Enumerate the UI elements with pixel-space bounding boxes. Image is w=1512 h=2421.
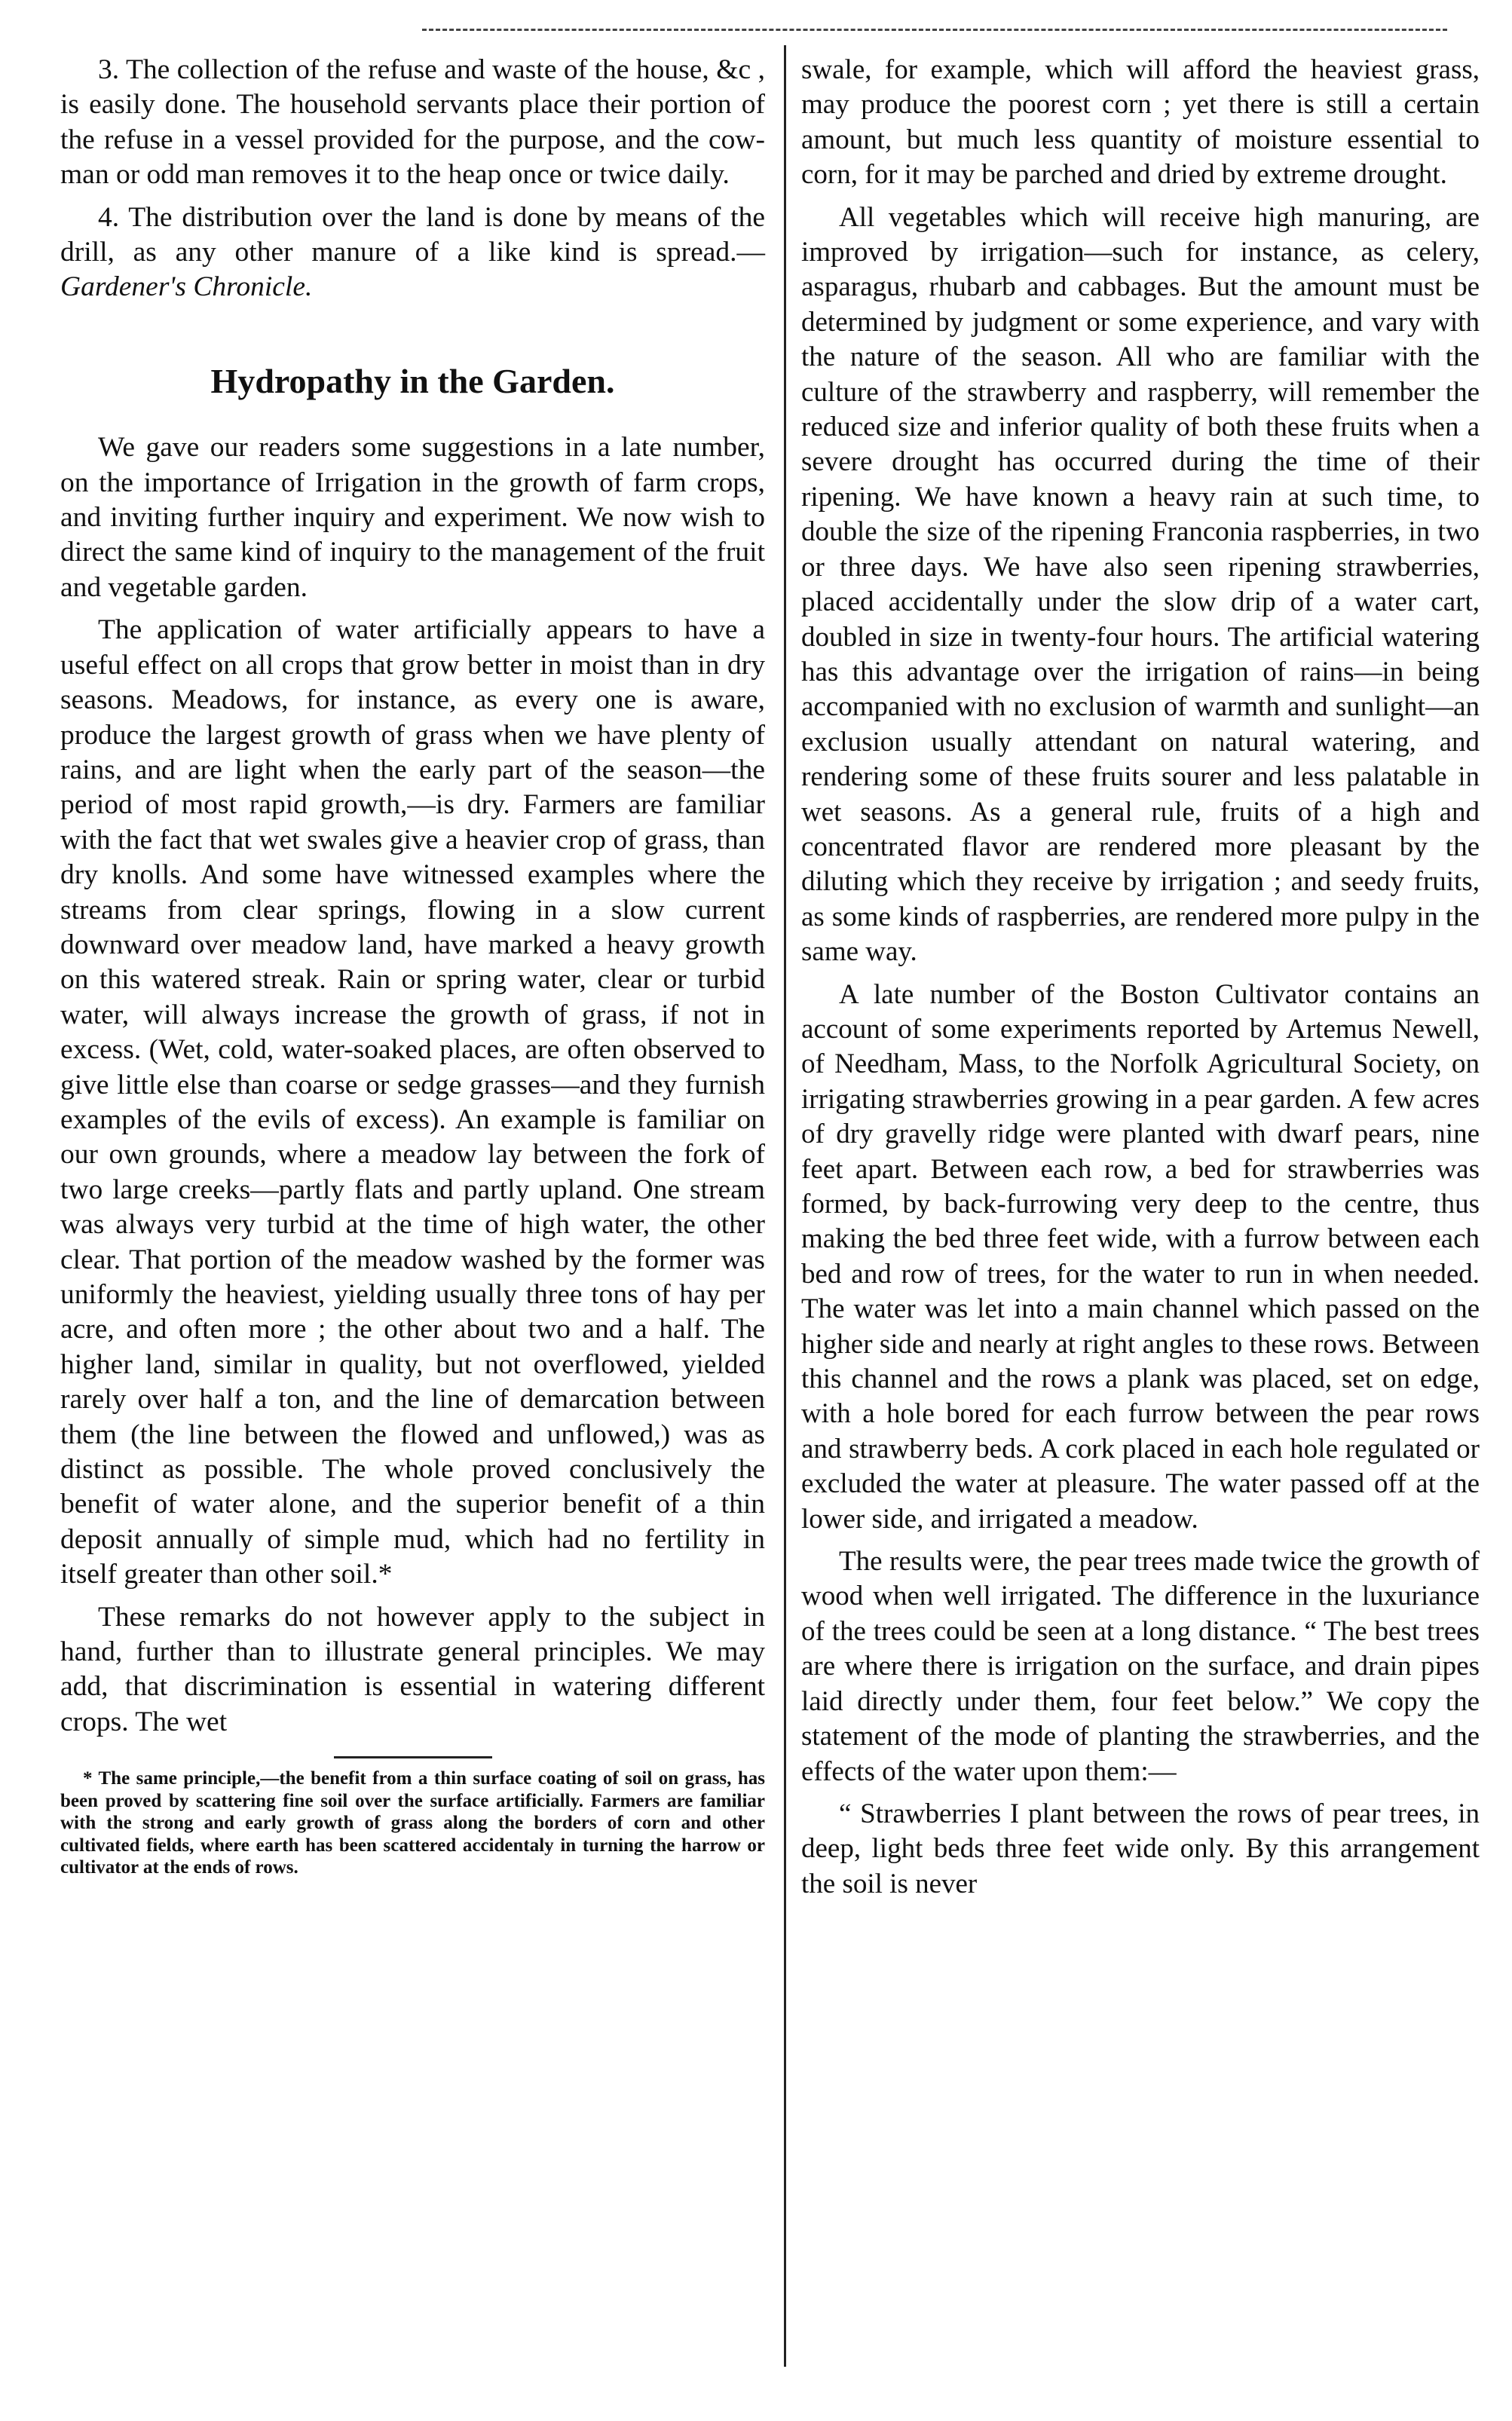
source-citation: Gardener's Chronicle.: [60, 271, 313, 303]
article-paragraph: The results were, the pear trees made twice the growth of wood when well irrigated. The difference in the luxuriance of the trees could be seen at a long distance. “ The best trees are where there is irrigation on the surface, and drain pipes laid directly under them, four feet below.” We copy the statement of the mode of planting the strawberries, and the effects of the water upon them:—: [801, 1546, 1480, 1787]
article-paragraph: A late number of the Boston Cultivator contains an account of some experiments reported by Artemus Newell, of Needham, Mass, to the Norfolk Agricultural Society, on irrigating strawberries growing in a pear garden. A few acres of dry gravelly ridge were planted with dwarf pears, nine feet apart. Between each row, a bed for strawberries was formed, by back-furrowing very deep to the centre, thus making the bed three feet wide, with a furrow between each bed and row of trees, for the water to run in when needed. The water was let into a main channel which passed on the higher side and nearly at right angles to these rows. Between this channel and the rows a plank was placed, set on edge, with a hole bored for each furrow between the pear rows and strawberry beds. A cork placed in each hole regulated or excluded the water at pleasure. The water passed off at the lower side, and irrigated a meadow.: [801, 978, 1480, 1535]
article-paragraph: All vegetables which will receive high manuring, are improved by irrigation—such for instance, as celery, asparagus, rhubarb and cabbages. But the amount must be determined by judgment or some experience, and vary with the nature of the season. All who are familiar with the culture of the strawberry and raspberry, will remember the reduced size and inferior quality of both these fruits when a severe drought has occurred during the time of their ripening. We have known a heavy rain at such time, to double the size of the ripening Franconia raspberries, in two or three days. We have also seen ripening strawberries, placed accidentally under the slow drip of a water cart, doubled in size in twenty-four hours. The artificial watering has this advantage over the irrigation of rains—in being accompanied with no exclusion of warmth and sunlight—an exclusion usually attendant on natural watering, and rendering some of these fruits sourer and less palatable in wet seasons. As a general rule, fruits of a high and concentrated flavor are rendered more pleasant by the diluting which they receive by irrigation ; and seedy fruits, as some kinds of raspberries, are rendered more pulpy in the same way.: [801, 201, 1480, 968]
article-paragraph: The application of water artificially appears to have a useful effect on all crops that grow better in moist than in dry seasons. Meadows, for instance, as every one is aware, produce the largest growth of grass when we have plenty of rains, and are light when the early part of the season—the period of most rapid growth,—is dry. Farmers are familiar with the fact that wet swales give a heavier crop of grass, than dry knolls. And some have witnessed examples where the streams from clear springs, flowing in a slow current downward over meadow land, have marked a heavy growth on this watered streak. Rain or spring water, clear or turbid water, will always increase the growth of grass, if not in excess. (Wet, cold, water-soaked places, are often observed to give little else than coarse or sedge grasses—and they furnish examples of the evils of excess). An example is familiar on our own grounds, where a meadow lay between the fork of two large creeks—partly flats and partly upland. One stream was always very turbid at the time of high water, the other clear. That portion of the meadow washed by the former was uniformly the heaviest, yielding usually three tons of hay per acre, and often more ; the other about two and a half. The higher land, similar in quality, but not overflowed, yielded rarely over half a ton, and the line of demarcation between them (the line between the flowed and unflowed,) was as distinct as possible. The whole proved conclusively the benefit of water alone, and the superior benefit of a thin deposit annually of simple mud, which had no fertility in itself greater than other soil.*: [60, 614, 765, 1590]
numbered-paragraph-4: [60, 200, 765, 305]
article-paragraph: These remarks do not however apply to the subject in hand, further than to illustrate general principles. We may add, that discrimination is essential in watering different crops. The wet: [60, 1601, 765, 1737]
article-paragraph: We gave our readers some suggestions in a late number, on the importance of Irrigation in the growth of farm crops, and inviting further inquiry and experiment. We now wish to direct the same kind of inquiry to the management of the fruit and vegetable garden.: [60, 432, 765, 603]
column-divider: [784, 45, 786, 2367]
numbered-paragraph-3: 3. The collection of the refuse and waste of the house, &c , is easily done. The household servants place their portion of the refuse in a vessel provided for the purpose, and the cow-man or odd man removes it to the heap once or twice daily.: [60, 54, 765, 191]
footnote-divider: [334, 1756, 492, 1758]
article-heading: Hydropathy in the Garden.: [210, 361, 615, 400]
right-column: [801, 53, 1480, 1909]
paragraph-4-text: 4. The distribution over the land is done by means of the drill, as any other manure of a like kind is spread.—: [60, 201, 765, 268]
left-column: [60, 53, 765, 1879]
article-paragraph: swale, for example, which will afford the heaviest grass, may produce the poorest corn ; yet there is still a certain amount, but much less quantity of moisture essential to corn, for it may be parched and dried by extreme drought.: [801, 54, 1480, 191]
footnote: * The same principle,—the benefit from a thin surface coating of soil on grass, has been proved by scattering fine soil over the surface artificially. Farmers are familiar with the strong and early growth of grass along the borders of corn and other cultivated fields, where earth has been scattered accidentaly in turning the harrow or cultivator at the ends of rows.: [60, 1768, 765, 1878]
article-paragraph: “ Strawberries I plant between the rows of pear trees, in deep, light beds three feet wide only. By this arrangement the soil is never: [801, 1798, 1480, 1899]
top-rule: [422, 29, 1447, 31]
